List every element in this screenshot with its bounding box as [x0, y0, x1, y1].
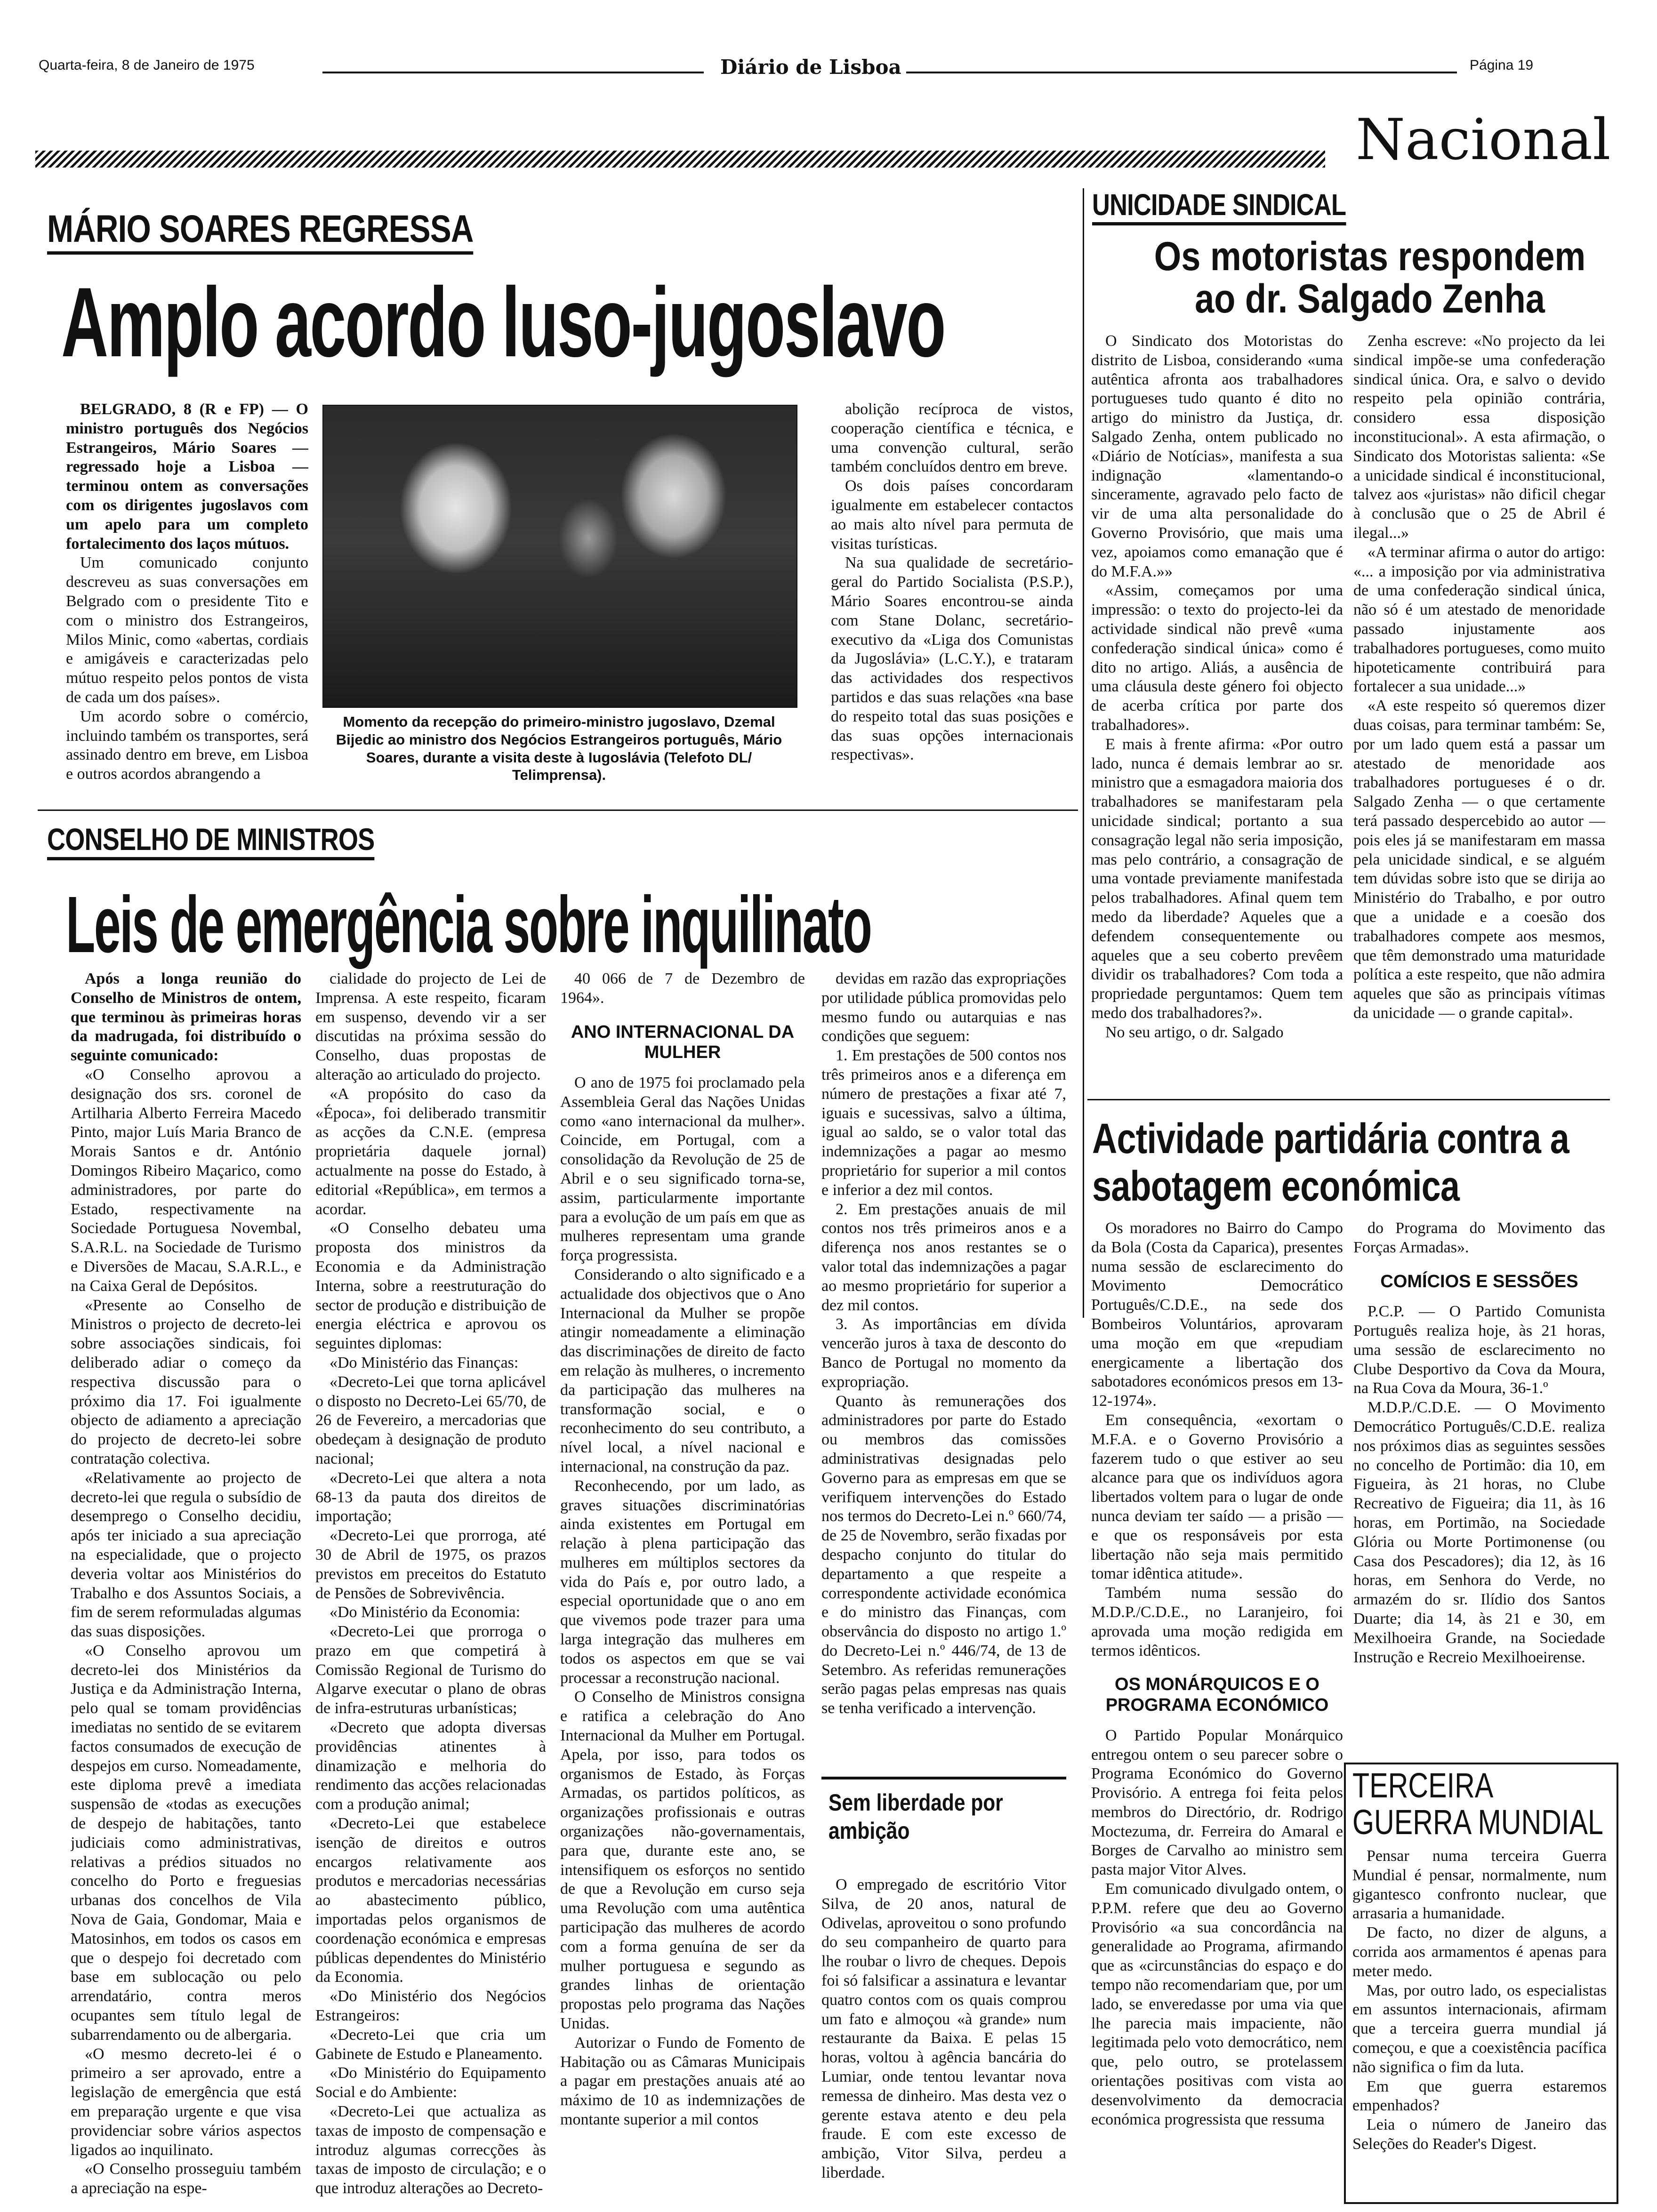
divider-sindical-bottom: [1087, 1099, 1610, 1100]
ambicao-title: Sem liberdade por ambição: [828, 1789, 1003, 1844]
divider-ambicao-top: [821, 1777, 1066, 1779]
sabotagem-col1-p4: O Partido Popular Monárquico entregou ontem o seu parecer sobre o Programa Económico do Governo Provisório. A entrega foi feita pelos membros do Directório, dr. Rodrigo Moctezuma, dr. Ferreira do Amaral e Borges de Carvalho ao ministro sem pasta major Vitor Alves.: [1091, 1726, 1343, 1879]
header-rule-left: [322, 72, 704, 73]
soares-kicker: MÁRIO SOARES REGRESSA: [47, 207, 474, 255]
monarquicos-subhead: OS MONÁRQUICOS E O PROGRAMA ECONÓMICO: [1105, 1675, 1329, 1715]
conselho-col-1: [71, 970, 301, 2203]
conselho-col-3: [560, 970, 805, 2203]
conselho-col3-p5: Autorizar o Fundo de Fomento de Habitação ou as Câmaras Municipais a pagar em prestações anuais até ao máximo de 10 as indemnizações de montante superior a mil contos: [560, 2034, 805, 2128]
conselho-col2-p13: «Decreto-Lei que cria um Gabinete de Estudo e Planeamento.: [315, 2026, 546, 2063]
conselho-col1-p5: «O Conselho aprovou um decreto-lei dos Ministérios da Justiça e da Administração Interna, pelo qual se tomam providências imediatas no sentido de se evitarem factos consumados de execução de despejos em curso. Nomeadamente, este diploma prevê a imediata suspensão de «todas as execuções de despejo de habitações, tanto judiciais como administrativas, relativas a prédios situados no concelho do Porto e freguesias urbanas dos concelhos de Vila Nova de Gaia, Gondomar, Maia e Matosinhos, em todos os casos em que o despejo foi decretado com base em sublocação ou pelo arrendatário, contra meros ocupantes sem título legal de subarrendamento ou de albergaria.: [71, 1642, 301, 2044]
conselho-col1-p4: «Relativamente ao projecto de decreto-lei que regula o subsídio de desemprego o Conselho decidiu, após ter iniciado a sua apreciação na especialidade, que o projecto deveria voltar aos Ministérios do Trabalho e dos Assuntos Sociais, a fim de serem reformuladas algumas das suas disposições.: [71, 1469, 301, 1641]
ambicao-body: [821, 1875, 1066, 2205]
soares-col-1: [66, 400, 308, 800]
sindical-kicker: UNICIDADE SINDICAL: [1092, 187, 1346, 225]
section-title: Nacional: [1356, 107, 1611, 173]
conselho-col-2: [315, 970, 546, 2203]
issue-date: Quarta-feira, 8 de Janeiro de 1975: [39, 57, 255, 73]
divider-conselho-top: [38, 809, 1078, 811]
conselho-col4-p1: devidas em razão das expropriações por utilidade pública promovidas pelo mesmo fundo ou autarquias e nas condições que seguem:: [821, 970, 1066, 1045]
sindical-col-2: [1353, 332, 1605, 1094]
conselho-col1-p7: «O Conselho prosseguiu também a apreciação na espe-: [71, 2160, 301, 2197]
guerra-p3: Mas, por outro lado, os especialistas em assuntos internacionais, afirmam que a terceira guerra mundial já começou, e que a coexistência pacífica não significa o fim da luta.: [1352, 1981, 1607, 2076]
soares-photo: [322, 405, 797, 708]
page-number: Página 19: [1470, 57, 1534, 73]
conselho-col2-p14: «Do Ministério do Equipamento Social e do Ambiente:: [315, 2064, 546, 2101]
soares-col3-p2: Os dois países concordaram igualmente em estabelecer contactos ao mais alto nível para permuta de visitas turísticas.: [831, 477, 1073, 553]
sabotagem-col-2: [1353, 1219, 1605, 1751]
sabotagem-col1-p1: Os moradores no Bairro do Campo da Bola (Costa da Caparica), presentes numa sessão de esclarecimento do Movimento Democrático Português/C.D.E., na sede dos Bombeiros Voluntários, aprovaram uma moção em que «repudiam energicamente a libertação dos sabotadores económicos presos em 13-12-1974».: [1091, 1219, 1343, 1410]
sindical-col1-p1: O Sindicato dos Motoristas do distrito de Lisboa, considerando «uma autêntica afronta aos trabalhadores portugueses tudo quanto é dito no artigo do ministro da Justiça, dr. Salgado Zenha, ontem publicado no «Diário de Notícias», manifesta a sua indignação «lamentando-o sinceramente, agravado pelo facto de vir de uma alta personalidade do Governo Provisório, que mais uma vez, apoiamos como emanação que é do M.F.A.»»: [1091, 332, 1343, 580]
guerra-p1: Pensar numa terceira Guerra Mundial é pensar, normalmente, num gigantesco confronto nuclear, que arrasaria a humanidade.: [1352, 1847, 1607, 1923]
section-hatch-band: [35, 151, 1325, 168]
conselho-col2-p6: «Decreto-Lei que altera a nota 68-13 da pauta dos direitos de importação;: [315, 1469, 546, 1525]
ambicao-p1: O empregado de escritório Vitor Silva, de 20 anos, natural de Odivelas, aproveitou o sono profundo do seu companheiro de quarto para lhe roubar o livro de cheques. Depois foi só falsificar a assinatura e levantar quatro contos com os quais comprou um fato e almoçou «à grande» num restaurante da Baixa. E pelas 15 horas, voltou à agência bancária do Lumiar, onde tentou levantar nova remessa de dinheiro. Mas desta vez o gerente estava atento e deu pela fraude. E com este excesso de ambição, Vitor Silva, perdeu a liberdade.: [821, 1876, 1066, 2181]
conselho-col2-p5: «Decreto-Lei que torna aplicável o disposto no Decreto-Lei 65/70, de 26 de Fevereiro, a mercadorias que obedeçam à designação de produto nacional;: [315, 1373, 546, 1467]
conselho-headline: Leis de emergência sobre inquilinato: [66, 880, 871, 970]
conselho-col1-p1: Após a longa reunião do Conselho de Ministros de ontem, que terminou às primeiras horas da madrugada, foi distribuído o seguinte comunicado:: [71, 970, 301, 1065]
soares-col1-p2: Um comunicado conjunto descreveu as suas conversações em Belgrado com o presidente Tito e com o ministro dos Estrangeiros, Milos Minic, como «abertas, cordiais e amigáveis e caracterizadas pelo mútuo respeito pelos pontos de vista de cada um dos países».: [66, 554, 308, 706]
soares-col-3: [831, 400, 1073, 791]
conselho-col1-p3: «Presente ao Conselho de Ministros o projecto de decreto-lei sobre associações sindicais, foi deliberado adiar o começo da respectiva discussão para o próximo dia 17. Foi igualmente objecto de adiamento a apreciação do projecto de decreto-lei sobre contratação colectiva.: [71, 1296, 301, 1467]
conselho-col2-p2: «A propósito do caso da «Época», foi deliberado transmitir as acções da C.N.E. (empresa proprietária daquele jornal) actualmente na posse do Estado, à editorial «República», em termos a acordar.: [315, 1085, 546, 1218]
conselho-col3-top: 40 066 de 7 de Dezembro de 1964».: [560, 970, 805, 1007]
soares-col3-p3: Na sua qualidade de secretário-geral do Partido Socialista (P.S.P.), Mário Soares encontrou-se ainda com Stane Dolanc, secretário-executivo da «Liga dos Comunistas da Jugoslávia» (L.C.Y.), e trataram das actividades dos respectivos partidos e das suas relações «na base do respeito total das suas posições e das suas opções internacionais respectivas».: [831, 554, 1073, 764]
conselho-col2-p15: «Decreto-Lei que actualiza as taxas de imposto de compensação e introduz algumas correcções às taxas de imposto de circulação; e o que introduz alterações ao Decreto-: [315, 2103, 546, 2197]
soares-col3-p1: abolição recíproca de vistos, cooperação científica e técnica, e uma convenção cultural, serão também concluídos dentro em breve.: [831, 401, 1073, 476]
conselho-col4-p5: Quanto às remunerações dos administradores por parte do Estado ou membros das comissões administrativas designadas pelo Governo para as empresas em que se verifiquem intervenções do Estado nos termos do Decreto-Lei n.º 660/74, de 25 de Novembro, serão fixadas por despacho conjunto do titular do departamento a que respeite a correspondente actividade económica e do ministro das Finanças, com observância do disposto no artigo 1.º do Decreto-Lei n.º 446/74, de 13 de Setembro. As referidas remunerações serão pagas pelas empresas nas quais se tenha verificado a intervenção.: [821, 1392, 1066, 1717]
sabotagem-col1-p3: Também numa sessão do M.D.P./C.D.E., no Laranjeiro, foi aprovada uma moção redigida em termos idênticos.: [1091, 1584, 1343, 1659]
guerra-body: [1352, 1847, 1607, 2195]
guerra-title: TERCEIRA GUERRA MUNDIAL: [1352, 1766, 1603, 1842]
soares-col1-p3: Um acordo sobre o comércio, incluindo também os transportes, será assinado dentro em breve, em Lisboa e outros acordos abrangendo a: [66, 707, 308, 783]
conselho-col2-p10: «Decreto que adopta diversas providências atinentes à dinamização e melhoria do rendimento das acções relacionadas com a produção animal;: [315, 1719, 546, 1813]
conselho-col2-p11: «Decreto-Lei que estabelece isenção de direitos e outros encargos relativamente aos produtos e mercadorias necessárias ao abastecimento público, importadas pelos organismos de coordenação económica e empresas públicas dependentes do Ministério da Economia.: [315, 1815, 546, 1986]
sabotagem-col-1: [1091, 1219, 1343, 2203]
conselho-col2-p1: cialidade do projecto de Lei de Imprensa. A este respeito, ficaram em suspenso, devendo vir a ser discutidas na próxima sessão do Conselho, duas propostas de alteração ao articulado do projecto.: [315, 970, 546, 1083]
sindical-headline: Os motoristas respondem ao dr. Salgado Zenha: [1154, 234, 1586, 322]
masthead: Diário de Lisboa: [720, 56, 901, 79]
conselho-col4-p3: 2. Em prestações anuais de mil contos nos três primeiros anos e a diferença nos anos restantes se o valor total das indemnizações a pagar ao mesmo proprietário for superior a dez mil contos.: [821, 1200, 1066, 1314]
conselho-col1-p2: «O Conselho aprovou a designação dos srs. coronel de Artilharia Alberto Ferreira Macedo Pinto, major Luís Maria Branco de Morais Santos e dr. António Domingos Ribeiro Maçarico, como administradores, por parte do Estado, respectivamente na Sociedade Portuguesa Novembal, S.A.R.L. na Sociedade de Turismo e Diversões de Macau, S.A.R.L., e na Caixa Geral de Depósitos.: [71, 1066, 301, 1295]
conselho-col3-p1: O ano de 1975 foi proclamado pela Assembleia Geral das Nações Unidas como «ano internacional da mulher». Coincide, em Portugal, com a consolidação da Revolução de 25 de Abril e o seu significado torna-se, assim, particularmente importante para a evolução de um país em que as mulheres representam uma grande força progressista.: [560, 1074, 805, 1265]
sindical-col2-p1: Zenha escreve: «No projecto da lei sindical impõe-se uma confederação sindical única. Ora, e salvo o devido respeito pela opinião contrária, considero essa disposição inconstitucional». A esta afirmação, o Sindicato dos Motoristas salienta: «Se a unicidade sindical é inconstitucional, talvez aos «juristas» não dificil chegar à conclusão que o 25 de Abril é ilegal...»: [1353, 332, 1605, 542]
conselho-col-4: [821, 970, 1066, 1770]
conselho-kicker: CONSELHO DE MINISTROS: [47, 821, 374, 860]
divider-left-right: [1083, 188, 1084, 1318]
sindical-col1-p4: No seu artigo, o dr. Salgado: [1105, 1023, 1284, 1041]
soares-headline: Amplo acordo luso-jugoslavo: [61, 267, 945, 377]
sindical-col1-p3: E mais à frente afirma: «Por outro lado, nunca é demais lembrar ao sr. ministro que a esmagadora maioria dos trabalhadores se manifestaram pela unicidade sindical; portanto a sua consagração legal não seria imposição, mas pelo contrário, a consagração de uma vontade previamente manifestada pelos trabalhadores. Afinal quem tem medo da liberdade? Aqueles que a defendem consequentemente ou aqueles que a seu coberto prevêem dividir os trabalhadores? Com toda a propriedade perguntamos: Quem tem medo dos trabalhadores?».: [1091, 735, 1343, 1022]
sabotagem-col1-p5: Em comunicado divulgado ontem, o P.P.M. refere que deu ao Governo Provisório «a sua concordância na generalidade ao Programa, afirmando que as «circunstâncias do espaço e do tempo não recomendariam que, por um lado, se enveredasse por uma via que lhe parecia mais impaciente, não legitimada pelo voto democrático, nem que, pelo outro, se protelassem orientações positivas com vista ao desenvolvimento da democracia económica progressista que ressuma: [1091, 1880, 1343, 2128]
conselho-col3-p4: O Conselho de Ministros consigna e ratifica a celebração do Ano Internacional da Mulher em Portugal. Apela, por isso, para todos os organismos de Estado, às Forças Armadas, os partidos políticos, as organizações profissionais e outras organizações não-governamentais, para que, durante este ano, se intensifiquem os esforços no sentido de que a Revolução em curso seja uma Revolução com uma autêntica participação das mulheres de acordo com a forma genuína de ser da mulher portuguesa e segundo as grandes linhas de orientação propostas pelo programa das Nações Unidas.: [560, 1688, 805, 2033]
conselho-col2-p3: «O Conselho debateu uma proposta dos ministros da Economia e da Administração Interna, sobre a reestruturação do sector de produção e distribuição de energia eléctrica e aprovou os seguintes diplomas:: [315, 1219, 546, 1353]
sindical-col-1: [1091, 332, 1343, 1094]
soares-col1-p1: BELGRADO, 8 (R e FP) — O ministro português dos Negócios Estrangeiros, Mário Soares — regressado hoje a Lisboa — terminou ontem as conversações com os dirigentes jugoslavos com um apelo para um completo fortalecimento dos laços mútuos.: [66, 401, 308, 553]
guerra-box: [1344, 1763, 1618, 2204]
sabotagem-col2-p1: P.C.P. — O Partido Comunista Português realiza hoje, às 21 horas, uma sessão de esclarecimento no Clube Desportivo da Cova da Moura, na Rua Cova da Moura, 36-1.º: [1353, 1303, 1605, 1397]
conselho-col4-p4: 3. As importâncias em dívida vencerão juros à taxa de desconto do Banco de Portugal no momento da expropriação.: [821, 1315, 1066, 1391]
conselho-col1-p6: «O mesmo decreto-lei é o primeiro a ser aprovado, entre a legislação de emergência que está em preparação urgente e que visa providenciar sobre vários aspectos ligados ao inquilinato.: [71, 2045, 301, 2159]
soares-photo-caption: Momento da recepção do primeiro-ministro jugoslavo, Dzemal Bijedic ao ministro dos Negócios Estrangeiros português, Mário Soares, durante a visita deste à Iugoslávia (Telefoto DL/ Telimprensa).: [336, 713, 782, 784]
sabotagem-headline: Actividade partidária contra a sabotagem económica: [1092, 1115, 1569, 1210]
conselho-col2-p9: «Decreto-Lei que prorroga o prazo em que competirá à Comissão Regional de Turismo do Algarve executar o plano de obras de infra-estruturas urbanísticas;: [315, 1623, 546, 1717]
conselho-col4-p2: 1. Em prestações de 500 contos nos três primeiros anos e a diferença em número de prestações a fixar até 7, iguais e sucessivas, salvo a última, igual ao saldo, se o valor total das indemnizações a pagar ao mesmo proprietário for superior a mil contos e inferior a dez mil contos.: [821, 1047, 1066, 1199]
sindical-col2-p2: «A terminar afirma o autor do artigo: «... a imposição por via administrativa de uma confederação sindical única, não só é um atestado de menoridade passado injustamente aos trabalhadores portugueses, como muito hipoteticamente contribuirá para fortalecer a sua unidade...»: [1353, 543, 1605, 696]
sabotagem-col2-p2: M.D.P./C.D.E. — O Movimento Democrático Português/C.D.E. realiza nos próximos dias as seguintes sessões no concelho de Portimão: dia 10, em Figueira, às 21 horas, no Clube Recreativo de Figueira; dia 11, às 16 horas, em Portimão, na Sociedade Glória ou Morte Portimonense (ou Casa dos Pescadores); dia 12, às 16 horas, em Senhora do Verde, no armazém do sr. Ilídio dos Santos Duarte; dia 14, às 21 e 30, em Mexilhoeira Grande, na Sociedade Instrução e Recreio Mexilhoeirense.: [1353, 1399, 1605, 1666]
guerra-p5: Leia o número de Janeiro das Seleções do Reader's Digest.: [1352, 2116, 1607, 2153]
conselho-col2-p7: «Decreto-Lei que prorroga, até 30 de Abril de 1975, os prazos previstos em preceitos do Estatuto de Pensões de Sobrevivência.: [315, 1527, 546, 1602]
sindical-col1-p2: «Assim, começamos por uma impressão: o texto do projecto-lei da actividade sindical não prevê «uma confederação sindical única» como é dito no artigo. Aliás, a ausência de uma cláusula deste género foi objecto de acerba crítica por parte dos trabalhadores».: [1091, 582, 1343, 734]
header-rule-right: [906, 72, 1457, 73]
guerra-p2: De facto, no dizer de alguns, a corrida aos armamentos é apenas para meter medo.: [1352, 1924, 1607, 1980]
conselho-col2-p8: «Do Ministério da Economia:: [330, 1603, 521, 1621]
comicios-subhead: COMÍCIOS E SESSÕES: [1380, 1271, 1578, 1291]
sindical-col2-p3: «A este respeito só queremos dizer duas coisas, para terminar também: Se, por um lado quem está a passar um atestado de menoridade aos trabalhadores portugueses é o dr. Salgado Zenha — o que certamente terá passado despercebido ao autor — pois eles já se manifestaram em massa pela unicidade sindical, e se alguém tem dúvidas sobre isto que se dirija ao Ministério do Trabalho, e por outro que a unidade e a coesão dos trabalhadores compete aos mesmos, que têm demonstrado uma maturidade política a este respeito, que não admira aqueles que são as principais vítimas da unicidade — o grande capital».: [1353, 697, 1605, 1022]
sabotagem-col1-p2: Em consequência, «exortam o M.F.A. e o Governo Provisório a fazerem tudo o que estiver ao seu alcance para que os indivíduos agora libertados voltem para o lugar de onde nunca deviam ter saído — a prisão — e que os responsáveis por esta libertação não seja mais permitido tomar idêntica atitude».: [1091, 1411, 1343, 1583]
sabotagem-col2-top: do Programa do Movimento das Forças Armadas».: [1353, 1219, 1605, 1256]
conselho-col3-p3: Reconhecendo, por um lado, as graves situações discriminatórias ainda existentes em Portugal em relação à plena participação das mulheres em múltiplos sectores da vida do País e, por outro lado, a especial oportunidade que o ano em que vivemos pode trazer para uma larga integração das mulheres em todos os aspectos em que se vai processar a reconstrução nacional.: [560, 1477, 805, 1687]
mulher-subhead: ANO INTERNACIONAL DA MULHER: [571, 1022, 795, 1063]
guerra-p4: Em que guerra estaremos empenhados?: [1352, 2077, 1607, 2115]
conselho-col2-p12: «Do Ministério dos Negócios Estrangeiros:: [315, 1988, 546, 2025]
conselho-col2-p4: «Do Ministério das Finanças:: [330, 1354, 519, 1371]
conselho-col3-p2: Considerando o alto significado e a actualidade dos objectivos que o Ano Internacional da Mulher se propõe atingir nomeadamente a eliminação das discriminações de direito de facto em relação às mulheres, o incremento da participação das mulheres na transformação social, e o reconhecimento do seu contributo, a nível local, a nível nacional e internacional, na construção da paz.: [560, 1266, 805, 1475]
